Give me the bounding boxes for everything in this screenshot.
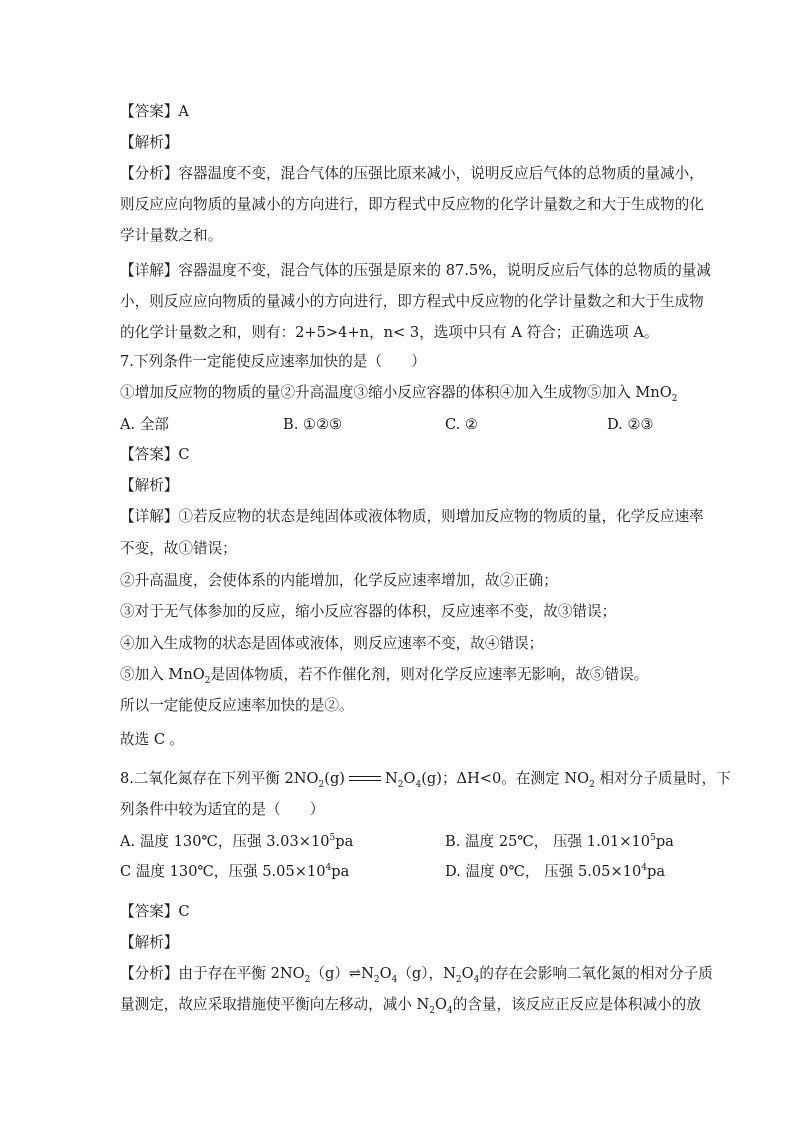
detail-line: ④加入生成物的状态是固体或液体，则反应速率不变，故④错误； xyxy=(120,635,544,652)
question-7-stem: 7.下列条件一定能使反应速率加快的是（ ） xyxy=(120,353,426,370)
analysis-line: 则反应应向物质的量减小的方向进行，即方程式中反应物的化学计量数之和大于生成物的化 xyxy=(120,196,704,213)
detail-line: ③对于无气体参加的反应，缩小反应容器的体积，反应速率不变，故③错误； xyxy=(120,603,617,620)
choice-line: 故选 C 。 xyxy=(120,731,185,748)
option-c: C 温度 130℃，压强 $5.05\times 10^4pa$ xyxy=(120,863,350,880)
detail-line: ⑤加入 MnO$_2$是固体物质，若不作催化剂，则对化学反应速率无影响，故⑤错误。 xyxy=(120,666,649,686)
question-8-stem-cont: 列条件中较为适宜的是（ ） xyxy=(120,801,325,818)
option-d: D. ②③ xyxy=(607,416,654,433)
analysis-line: 【分析】容器温度不变，混合气体的压强比原来减小，说明反应后气体的总物质的量减小， xyxy=(120,165,704,182)
option-b: B. ①②⑤ xyxy=(283,416,343,433)
detail-line: 【详解】①若反应物的状态是纯固体或液体物质，则增加反应物的物质的量，化学反应速率 xyxy=(120,508,704,525)
analysis-header-q8: 【解析】 xyxy=(120,934,179,951)
option-d: D. 温度 0℃， 压强 $5.05\times 10^4pa$ xyxy=(445,863,666,880)
detail-line: 【详解】容器温度不变，混合气体的压强是原来的 87.5%，说明反应后气体的总物质的量减 xyxy=(120,262,711,279)
answer-label-q8: 【答案】C xyxy=(120,903,190,920)
analysis-line: 学计量数之和。 xyxy=(120,227,223,244)
analysis-header-q7: 【解析】 xyxy=(120,477,179,494)
analysis-header-q6: 【解析】 xyxy=(120,134,179,151)
analysis-line: 量测定，故应采取措施使平衡向左移动，减小 $N_2O_4$的含量，该反应正反应是体积减小的放 xyxy=(120,996,701,1016)
option-b: B. 温度 25℃， 压强 $1.01\times 10^5pa$ xyxy=(445,833,674,850)
option-a: A. 温度 130℃，压强 $3.03\times 10^5pa$ xyxy=(120,833,354,850)
analysis-line: 【分析】由于存在平衡 $2NO_2(g)\rightleftharpoons N_2O_4(g)$，$N_2O_4$的存在会影响二氧化氮的相对分子质 xyxy=(120,965,713,985)
detail-line: 不变，故①错误； xyxy=(120,540,237,557)
conclusion-line: 所以一定能使反应速率加快的是②。 xyxy=(120,697,354,714)
equilibrium-arrow-icon xyxy=(347,774,383,784)
answer-label-q6: 【答案】A xyxy=(120,103,189,120)
option-c: C. ② xyxy=(445,416,479,433)
detail-line: ②升高温度，会使体系的内能增加，化学反应速率增加，故②正确； xyxy=(120,572,558,589)
question-8-stem: 8.二氧化氮存在下列平衡 $2NO_2(g)$ $N_2O_4(g)$；ΔH<0。在测定 $NO_2$ 相对分子质量时，下 xyxy=(120,770,731,790)
question-7-conditions: ①增加反应物的物质的量②升高温度③缩小反应容器的体积④加入生成物⑤加入 MnO$_2$ xyxy=(120,384,678,404)
detail-line: 的化学计量数之和，则有：2+5>4+n，n< 3，选项中只有 A 符合；正确选项 A。 xyxy=(120,324,659,341)
option-a: A. 全部 xyxy=(120,416,170,433)
answer-label-q7: 【答案】C xyxy=(120,446,190,463)
detail-line: 小，则反应应向物质的量减小的方向进行，即方程式中反应物的化学计量数之和大于生成物 xyxy=(120,293,704,310)
